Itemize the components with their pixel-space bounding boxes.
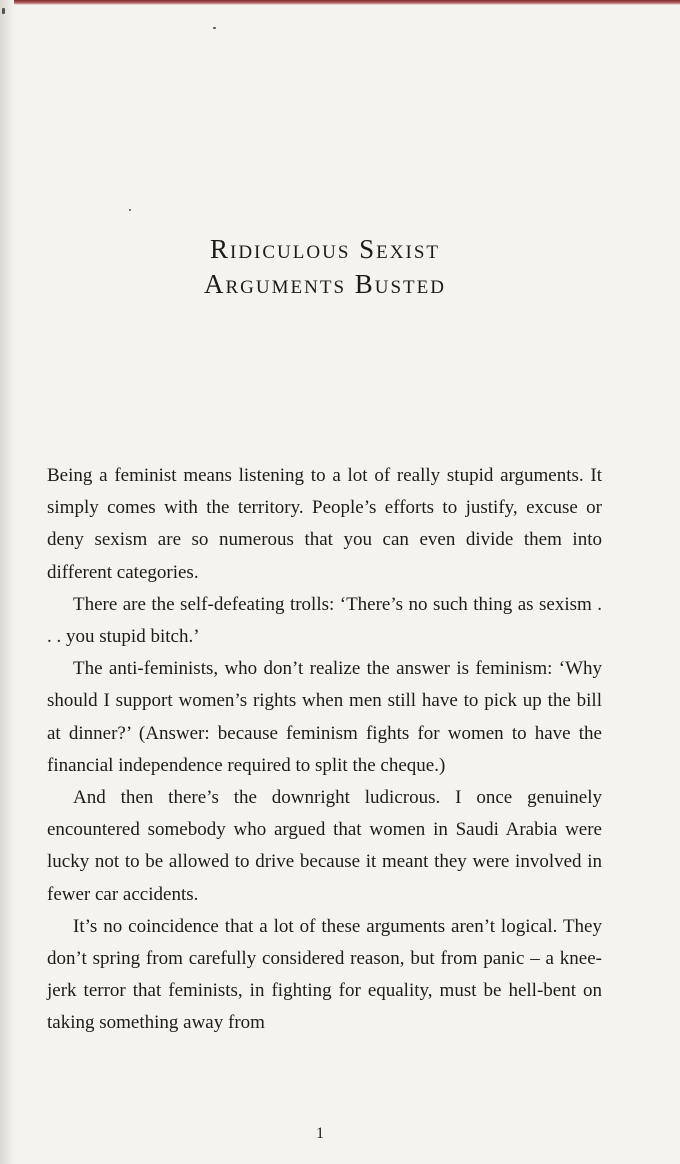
paragraph: It’s no coincidence that a lot of these arguments aren’t logical. They don’t spring from carefully considered reason, but from panic – a knee-jerk terror that feminists, in fighting for equality, must be hell-bent on taking something away from <box>47 915 602 1034</box>
paragraph: There are the self-defeating trolls: ‘There’s no such thing as sexism . . . you stupid bitch.’ <box>47 593 602 648</box>
chapter-title-line-1: Ridiculous Sexist <box>210 234 440 264</box>
dust-speck <box>213 27 216 29</box>
page-top-edge <box>0 0 680 5</box>
dust-speck <box>2 8 5 14</box>
dust-speck <box>129 209 131 211</box>
paragraph: Being a feminist means listening to a lot of really stupid arguments. It simply comes with the territory. People’s efforts to justify, excuse or deny sexism are so numerous that you can even divide them into different categories. <box>47 465 602 583</box>
chapter-title <box>0 232 650 302</box>
paragraph: And then there’s the downright ludicrous. I once genuinely encountered somebody who argued that women in Saudi Arabia were lucky not to be allowed to drive because it meant they were involved in fewer car accidents. <box>47 787 602 905</box>
chapter-title-line-2: Arguments Busted <box>204 269 446 299</box>
paragraph: The anti-feminists, who don’t realize the answer is feminism: ‘Why should I support women’s rights when men still have to pick up the bill at dinner?’ (Answer: because feminism fights for women to have the financial independence required to split the cheque.) <box>47 658 602 776</box>
page-number: 1 <box>316 1125 324 1142</box>
page-left-edge <box>0 0 14 1164</box>
body-text <box>47 460 602 1040</box>
